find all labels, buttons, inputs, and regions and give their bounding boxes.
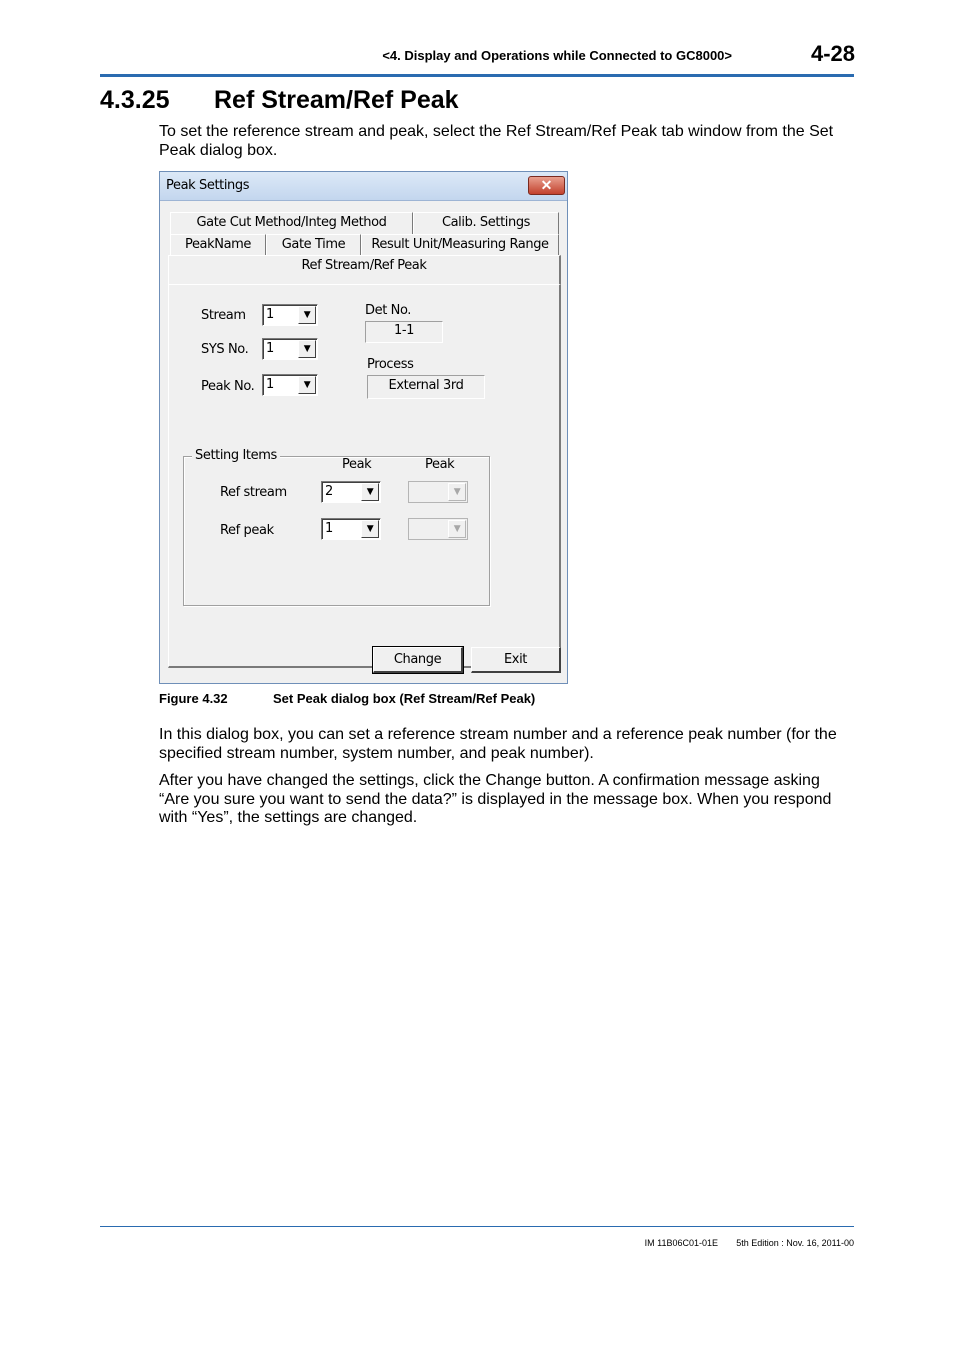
sys-no-label: SYS No. [201,342,249,357]
chevron-down-icon: ▼ [361,520,379,538]
sys-no-select[interactable] [262,338,318,360]
ref-stream-label: Ref stream [220,485,287,500]
dialog-body [160,201,567,683]
footer-doc-id: IM 11B06C01-01E [644,1238,718,1248]
tab-label: Result Unit/Measuring Range [371,237,549,252]
sys-no-value: 1 [266,341,274,356]
stream-value: 1 [266,307,274,322]
det-no-value: 1-1 [393,323,415,338]
page-number: 4-28 [810,41,855,66]
dialog-titlebar [160,172,567,201]
body-paragraph-2: After you have changed the settings, click the Change button. A confirmation message asking “Are you sure you want to send the data?” is displayed in the message box. When you respond with “Yes”, the settings are changed. [159,772,832,826]
figure-caption: Set Peak dialog box (Ref Stream/Ref Peak) [273,691,536,706]
chapter-header: <4. Display and Operations while Connected to GC8000> [382,48,732,63]
peak-no-select[interactable] [262,374,318,396]
chevron-down-icon: ▼ [448,520,466,538]
close-icon: ✕ [540,177,553,193]
process-label: Process [367,357,414,372]
det-no-field [365,321,443,343]
ref-peak-peak-select[interactable] [408,518,468,540]
tab-calib-settings[interactable] [413,212,559,234]
process-value: External 3rd [388,378,464,393]
section-title: Ref Stream/Ref Peak [214,86,459,114]
chevron-down-icon: ▼ [361,483,379,501]
stream-select[interactable] [262,304,318,326]
peak-no-value: 1 [266,377,274,392]
tab-label: Gate Time [281,237,346,252]
figure-label: Figure 4.32 [159,691,228,706]
stream-label: Stream [201,308,246,323]
chevron-down-icon: ▼ [298,306,316,324]
peak-no-label: Peak No. [201,379,255,394]
intro-paragraph: To set the reference stream and peak, select the Ref Stream/Ref Peak tab window from the Set Peak dialog box. [159,123,834,159]
chevron-down-icon: ▼ [448,483,466,501]
peak-settings-dialog [159,171,568,684]
det-no-label: Det No. [365,303,412,318]
exit-button[interactable]: Exit [471,647,561,673]
ref-stream-peak-select[interactable] [408,481,468,503]
tab-peakname[interactable] [170,234,266,255]
chevron-down-icon: ▼ [298,376,316,394]
close-button[interactable] [528,176,565,195]
body-paragraph-1: In this dialog box, you can set a reference stream number and a reference peak number (for the specified stream number, system number, and peak number). [159,726,837,762]
ref-stream-select[interactable] [321,481,381,503]
ref-peak-select[interactable] [321,518,381,540]
peak-column-header: Peak [342,457,372,472]
tab-gate-time[interactable] [266,234,361,255]
tab-label: Ref Stream/Ref Peak [301,258,427,273]
chevron-down-icon: ▼ [298,340,316,358]
setting-items-legend: Setting Items [192,448,280,463]
dialog-title: Peak Settings [166,178,250,193]
process-field [367,375,485,399]
peak-column-header: Peak [425,457,455,472]
tab-label: Gate Cut Method/Integ Method [196,215,387,230]
tab-label: Calib. Settings [441,215,531,230]
tab-result-unit[interactable] [361,234,559,255]
header-rule [100,74,854,77]
change-button[interactable]: Change [373,647,463,673]
ref-peak-value: 1 [325,521,333,536]
ref-peak-label: Ref peak [220,523,274,538]
section-number: 4.3.25 [100,86,170,114]
footer-edition: 5th Edition : Nov. 16, 2011-00 [736,1238,854,1248]
tab-ref-stream-ref-peak[interactable] [168,255,561,285]
ref-stream-value: 2 [325,484,333,499]
tab-label: PeakName [184,237,252,252]
tab-gate-cut-method[interactable] [170,212,413,234]
footer-rule [100,1226,854,1227]
